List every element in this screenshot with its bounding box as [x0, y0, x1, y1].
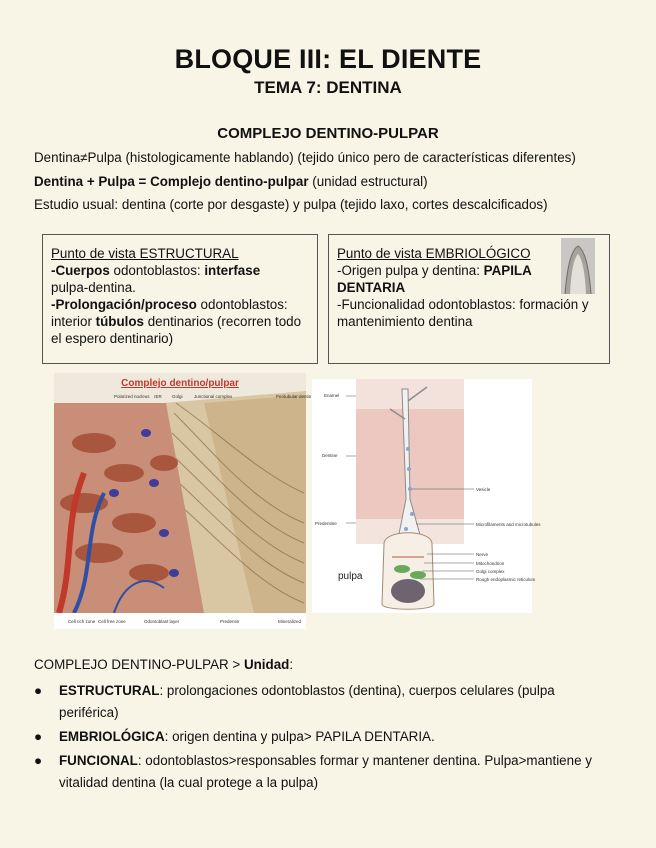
figure2-left-label: Dentine [322, 453, 338, 458]
structural-item-bodies [51, 262, 310, 296]
figure2-right-label: Microfilaments and microtubules [476, 522, 541, 527]
structural-heading: Punto de vista ESTRUCTURAL [51, 246, 239, 261]
text-line-2 [34, 174, 428, 189]
figure1-label: rER [154, 394, 162, 399]
figure2-right-label: Rough endoplasmic reticulum [476, 577, 536, 582]
structural-box [42, 234, 318, 364]
text: : origen dentina y pulpa> PAPILA DENTARIA. [164, 729, 435, 744]
embryological-item-function: -Funcionalidad odontoblastos: formación y mantenimiento dentina [337, 297, 589, 329]
text: COMPLEJO DENTINO-PULPAR > [34, 657, 244, 672]
figure1-bottom-label: Odontoblast layer [144, 619, 180, 624]
figure1-bottom-label: Predentin [220, 619, 240, 624]
text: odontoblastos: interior [51, 297, 288, 329]
bold-text: ESTRUCTURAL [59, 683, 160, 698]
list-item [34, 680, 614, 724]
figure1-label: Polarized nucleus [114, 394, 150, 399]
papilla-thumbnail-image [561, 238, 595, 294]
odontoblast-diagram [312, 379, 541, 613]
bold-text: EMBRIOLÓGICA [59, 729, 165, 744]
bullet-icon: ● [34, 753, 43, 768]
pulp-label: pulpa [338, 571, 363, 582]
text: pulpa-dentina. [51, 280, 136, 295]
section-heading: COMPLEJO DENTINO-PULPAR [217, 125, 439, 142]
bold-text: PAPILA DENTARIA [337, 263, 532, 295]
bullet-icon: ● [34, 729, 43, 744]
structural-item-process [51, 296, 310, 347]
list-item [34, 726, 614, 748]
figure1-bottom-label: Cell rich zone [68, 619, 96, 624]
text-line-2-bold: Dentina + Pulpa = Complejo dentino-pulpar [34, 174, 309, 189]
page-subtitle: TEMA 7: DENTINA [254, 78, 402, 97]
bold-text: -Prolongación/proceso [51, 297, 197, 312]
figure2-right-label: Nerve [476, 552, 489, 557]
figure1-bottom-label: Cell free zone [98, 619, 126, 624]
figure1-label: Junctional complex [194, 394, 233, 399]
summary-bullet-list [34, 680, 614, 796]
figure1-title: Complejo dentino/pulpar [121, 378, 239, 389]
text: : [289, 657, 294, 672]
page-title: BLOQUE III: EL DIENTE [174, 44, 482, 74]
text-line-1: Dentina≠Pulpa (histologicamente hablando) (tejido único pero de características diferentes) [34, 150, 576, 165]
bold-text: FUNCIONAL [59, 753, 138, 768]
text: : odontoblastos>responsables formar y mantener dentina. Pulpa>mantiene y vitalidad dentina (la cual protege a la pulpa) [59, 753, 592, 790]
figure2-right-label: Golgi complex [476, 569, 505, 574]
bold-text: interfase [204, 263, 261, 278]
figure1-bottom-label: Mineralized [278, 619, 302, 624]
text: : prolongaciones odontoblastos (dentina), cuerpos celulares (pulpa periférica) [59, 683, 555, 720]
text-line-3: Estudio usual: dentina (corte por desgaste) y pulpa (tejido laxo, cortes descalcificados) [34, 197, 548, 212]
embryological-heading: Punto de vista EMBRIOLÓGICO [337, 246, 531, 261]
odontoblast-figure [312, 379, 541, 613]
bullet-icon: ● [34, 683, 43, 698]
dentin-pulp-complex-figure [54, 373, 312, 629]
figure2-right-label: Vesicle [476, 487, 491, 492]
text-line-2-rest: (unidad estructural) [308, 174, 428, 189]
bold-text: -Cuerpos [51, 263, 110, 278]
figure1-label: Golgi [172, 394, 183, 399]
figure2-left-label: Enamel [324, 393, 340, 398]
summary-heading [34, 657, 293, 672]
figure1-label: Peritubular dentin [276, 394, 312, 399]
text: -Origen pulpa y dentina: [337, 263, 484, 278]
bold-text: túbulos [95, 314, 145, 329]
embryological-box [328, 234, 610, 364]
text: odontoblastos: [109, 263, 205, 278]
figure2-right-label: Mitochondrion [476, 561, 505, 566]
dentin-pulp-complex-illustration [54, 373, 312, 629]
list-item [34, 750, 614, 794]
figure2-left-label: Predentine [315, 521, 337, 526]
text: dentinarios (recorren todo el espero dentinario) [51, 314, 302, 346]
bold-text: Unidad [243, 657, 290, 672]
